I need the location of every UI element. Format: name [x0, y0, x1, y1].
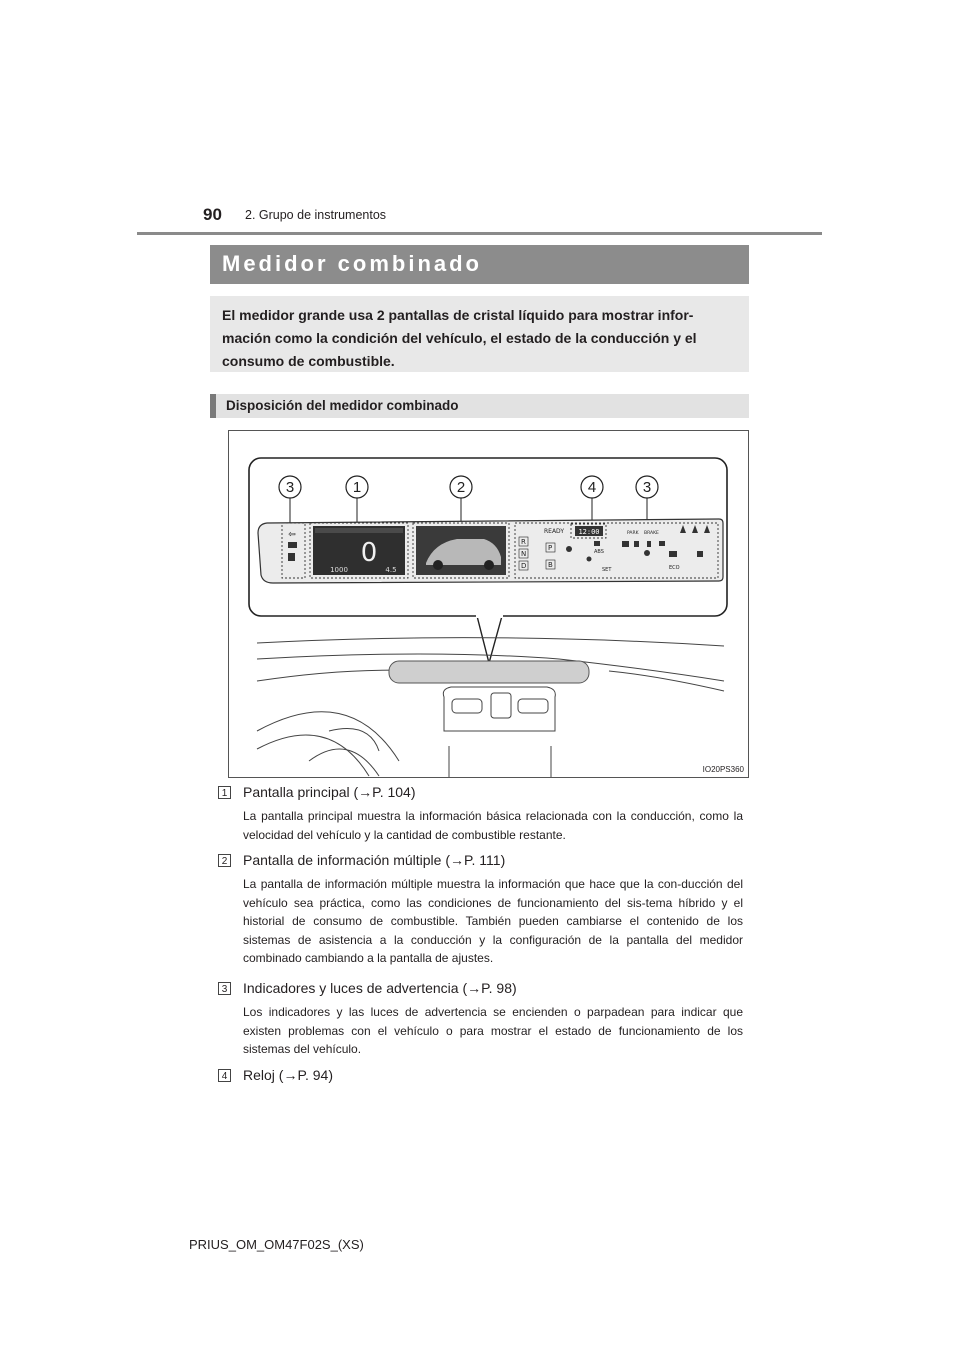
ready-label: READY: [543, 528, 565, 535]
abs-label: ABS: [594, 549, 604, 555]
subheading: Disposición del medidor combinado: [226, 398, 459, 413]
eco-label: ECO: [669, 565, 680, 571]
callout-4: [581, 476, 603, 498]
item-title: Indicadores y luces de advertencia (→P. 98): [243, 980, 517, 996]
speed-readout: 0: [360, 538, 378, 568]
shift-r: R: [521, 538, 526, 546]
callout-label: 2: [456, 479, 466, 496]
callout-label: 1: [352, 479, 362, 496]
chapter-title: 2. Grupo de instrumentos: [245, 208, 387, 222]
clock-readout: 12:00: [578, 528, 600, 536]
item-title: Reloj (→P. 94): [243, 1067, 334, 1083]
brake-label: BRAKE: [644, 531, 659, 536]
item-number: 3: [218, 982, 231, 995]
item-number: 4: [218, 1069, 231, 1082]
section-title-bar: [210, 245, 749, 284]
header-rule: [137, 232, 822, 235]
set-label: SET: [602, 567, 612, 573]
item-title: Pantalla de información múltiple (→P. 111): [243, 852, 506, 868]
callout-label: 4: [587, 479, 597, 496]
item-number: 1: [218, 786, 231, 799]
callout-label: 3: [285, 479, 295, 496]
callout-label: 3: [642, 479, 652, 496]
page-number: 90: [203, 205, 222, 224]
item-title: Pantalla principal (→P. 104): [243, 784, 416, 800]
trip-readout: 4.5: [385, 566, 397, 574]
callout-3-left: [279, 476, 301, 498]
shift-b: B: [548, 561, 553, 569]
shift-p: P: [548, 544, 553, 552]
subheading-accent: [210, 394, 216, 418]
callout-2: [450, 476, 472, 498]
footer-doc-id: PRIUS_OM_OM47F02S_(XS): [189, 1237, 364, 1252]
item-description: La pantalla principal muestra la información básica relacionada con la conducción, como la velocidad del vehículo y la cantidad de combustible restante.: [243, 809, 743, 842]
svg-text:⇦: ⇦: [288, 530, 296, 540]
figure-id: IO20PS360: [702, 765, 744, 774]
shift-n: N: [521, 550, 527, 558]
callout-3-right: [636, 476, 658, 498]
callout-1: [346, 476, 368, 498]
meter-illustration: [229, 431, 749, 778]
intro-box: El medidor grande usa 2 pantallas de cristal líquido para mostrar infor-mación como la condición del vehículo, el estado de la conducción y el consumo de combustible.: [210, 296, 749, 372]
section-title: Medidor combinado: [222, 251, 482, 276]
subheading-bar: [210, 394, 749, 418]
item-number: 2: [218, 854, 231, 867]
park-label: PARK: [627, 531, 639, 536]
odo-readout: 1000: [330, 566, 348, 574]
item-description: Los indicadores y las luces de advertencia se encienden o parpadean para indicar que existen problemas con el vehículo o para mostrar el estado de funcionamiento de los sistemas del vehículo.: [243, 1005, 743, 1056]
item-description: La pantalla de información múltiple muestra la información que hace que la con-ducción del vehículo sea práctica, como las condiciones de funcionamiento del sis-tema híbrido y el historial de consumo de combustible. También pueden cambiarse el contenido de los sistemas de asistencia a la conducción y la configuración de la pantalla del medidor combinado cambiando a la pantalla de ajustes.: [243, 877, 743, 965]
meter-figure: [228, 430, 749, 778]
shift-d: D: [521, 562, 527, 570]
